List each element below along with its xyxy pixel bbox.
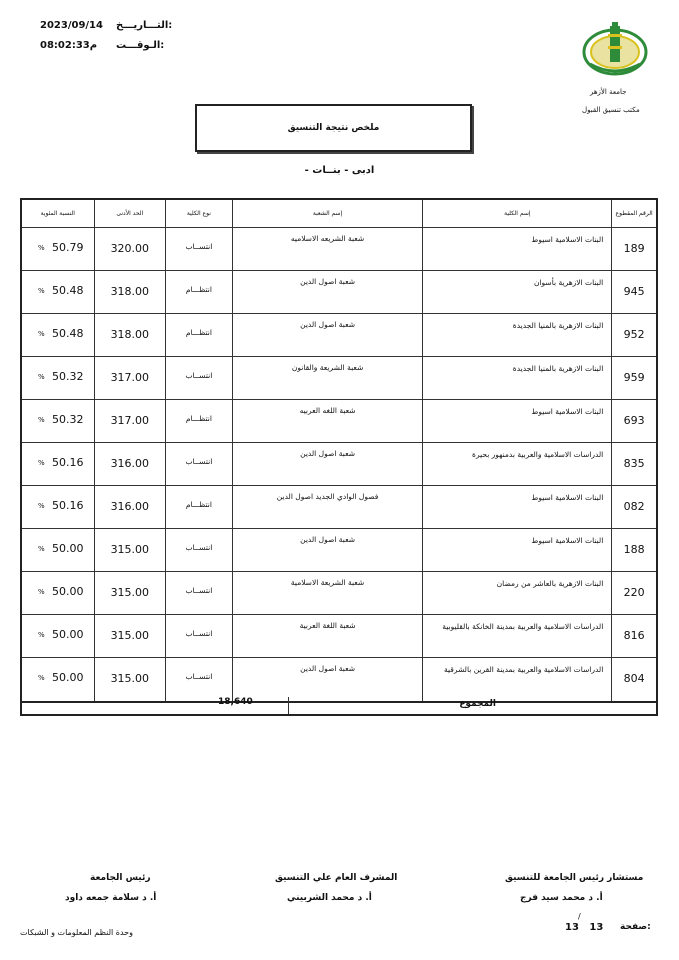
type-cell [165,443,232,485]
date-label: التـــاريـــخ: [116,20,173,31]
code-cell [611,443,656,485]
min-score-text: 317.00 [110,414,150,427]
percent-sign: % [38,330,45,338]
min-score-text: 318.00 [110,285,150,298]
percentage-cell [22,615,94,657]
table-row [22,357,656,400]
type-text: انتســاب [185,629,213,638]
time-label: الـوقـــت: [116,40,165,51]
division-cell [232,228,423,270]
division-text: شعبة الشريعة الاسلامية [290,578,365,587]
time-value: 08:02:33م [40,40,98,51]
code-text: 804 [623,672,645,685]
percent-sign: % [38,459,45,467]
min-score-cell [94,486,166,528]
division-cell [232,615,423,657]
division-text: شعبة اصول الدين [300,664,355,673]
code-cell [611,400,656,442]
type-text: انتســاب [185,457,213,466]
code-cell [611,271,656,313]
percentage-cell [22,572,94,614]
faculty-text: البنات الاسلامية اسيوط [531,493,604,502]
logo-university-name: جامعة الأزهر [590,88,627,96]
percentage-cell [22,271,94,313]
table-row [22,529,656,572]
percent-sign: % [38,674,45,682]
min-score-cell [94,357,166,399]
min-score-text: 318.00 [110,328,150,341]
percentage-cell [22,357,94,399]
percent-sign: % [38,287,45,295]
type-cell [165,400,232,442]
min-score-text: 316.00 [110,457,150,470]
min-score-cell [94,443,166,485]
min-score-cell [94,658,166,701]
code-text: 835 [623,457,645,470]
faculty-cell [422,529,611,571]
faculty-text: البنات الازهرية بأسوان [533,278,604,287]
percentage-cell [22,400,94,442]
division-cell [232,658,423,701]
total-divider [288,697,289,714]
page-number [565,922,603,933]
page-label: صفحة: [620,922,651,932]
percentage-cell [22,529,94,571]
table-row [22,400,656,443]
division-text: فصول الوادي الجديد اصول الدين [276,492,379,501]
footer-unit: وحدة النظم المعلومات و الشبكات [20,928,133,937]
faculty-text: البنات الازهرية بالعاشر من رمضان [496,579,604,588]
percentage-text: 50.16 [52,499,84,512]
faculty-cell [422,400,611,442]
percent-sign: % [38,588,45,596]
date-row [40,20,172,31]
division-cell [232,572,423,614]
min-score-cell [94,615,166,657]
header-type: نوع الكلية [165,200,232,227]
type-text: انتســاب [185,672,213,681]
division-text: شعبة الشريعه الاسلاميه [290,234,365,243]
percentage-cell [22,658,94,701]
table-header [22,200,656,228]
type-text: انتســاب [185,242,213,251]
code-text: 945 [623,285,645,298]
faculty-cell [422,271,611,313]
percent-sign: % [38,545,45,553]
faculty-cell [422,314,611,356]
faculty-text: الدراسات الاسلامية والعربية بدمنهور بحيرة [472,450,604,459]
code-text: 189 [623,242,645,255]
min-score-text: 317.00 [110,371,150,384]
signature-name-president: أ. د سلامة جمعه داود [65,893,157,903]
page-slash: / [578,912,581,921]
division-text: شعبة اصول الدين [300,449,355,458]
code-cell [611,615,656,657]
signature-title-general-supervisor: المشرف العام علي التنسيق [275,873,398,883]
percentage-text: 50.00 [52,585,84,598]
type-text: انتظـــام [185,500,212,509]
table-row [22,486,656,529]
type-text: انتســاب [185,371,213,380]
min-score-text: 316.00 [110,500,150,513]
type-text: انتظـــام [185,328,212,337]
division-cell [232,486,423,528]
type-cell [165,271,232,313]
type-cell [165,529,232,571]
logo-office-name: مكتب تنسيق القبول [582,106,640,114]
percent-sign: % [38,373,45,381]
code-text: 693 [623,414,645,427]
type-cell [165,357,232,399]
percentage-text: 50.48 [52,284,84,297]
type-cell [165,572,232,614]
report-subtitle: - ادبى - بنــات [304,165,375,176]
percent-sign: % [38,416,45,424]
type-text: انتظـــام [185,285,212,294]
min-score-cell [94,314,166,356]
min-score-cell [94,228,166,270]
percentage-text: 50.79 [52,241,84,254]
faculty-cell [422,228,611,270]
type-cell [165,486,232,528]
percentage-text: 50.32 [52,370,84,383]
min-score-cell [94,572,166,614]
signature-name-coordination-advisor: أ. د محمد سيد فرج [520,893,603,903]
faculty-text: الدراسات الاسلامية والعربية بمدينة الخانكة بالقليوبية [442,622,604,631]
percentage-cell [22,443,94,485]
header-code: الرقم المقطوع [611,200,656,227]
division-cell [232,357,423,399]
min-score-text: 315.00 [110,629,150,642]
page-total: 13 [565,922,579,933]
percentage-text: 50.00 [52,671,84,684]
min-score-cell [94,529,166,571]
code-cell [611,486,656,528]
percentage-text: 50.00 [52,542,84,555]
code-text: 959 [623,371,645,384]
faculty-cell [422,572,611,614]
percent-sign: % [38,244,45,252]
division-cell [232,271,423,313]
code-text: 952 [623,328,645,341]
header-min-score: الحد الأدنى [94,200,166,227]
total-row [20,697,658,716]
faculty-text: البنات الاسلامية اسيوط [531,407,604,416]
division-text: شعبة الشريعة والقانون [291,363,364,372]
faculty-text: البنات الاسلامية اسيوط [531,536,604,545]
percentage-cell [22,314,94,356]
table-row [22,228,656,271]
header-division: إسم الشعبة [232,200,423,227]
division-text: شعبة اللغه العربيه [299,406,356,415]
percent-sign: % [38,631,45,639]
faculty-cell [422,357,611,399]
faculty-text: البنات الازهرية بالمنيا الجديدة [512,364,604,373]
header-faculty: إسم الكلية [422,200,611,227]
type-cell [165,658,232,701]
percentage-text: 50.32 [52,413,84,426]
percent-sign: % [38,502,45,510]
page-current: 13 [589,922,604,933]
division-text: شعبة اصول الدين [300,277,355,286]
division-cell [232,529,423,571]
percentage-text: 50.16 [52,456,84,469]
type-cell [165,228,232,270]
header-percentage: النسبة المئوية [40,210,75,217]
signature-title-coordination-advisor: مستشار رئيس الجامعة للتنسيق [505,873,644,883]
signature-name-general-supervisor: أ. د محمد الشربيني [287,893,372,903]
min-score-text: 315.00 [110,586,150,599]
division-cell [232,400,423,442]
report-title-text: ملخص نتيجة التنسيق [287,123,380,133]
type-text: انتســاب [185,543,213,552]
code-cell [611,572,656,614]
code-cell [611,228,656,270]
code-cell [611,357,656,399]
code-cell [611,314,656,356]
time-row [40,40,164,51]
date-value: 2023/09/14 [40,20,103,31]
table-row [22,658,656,701]
table-row [22,572,656,615]
faculty-text: البنات الاسلامية اسيوط [531,235,604,244]
faculty-cell [422,658,611,701]
code-text: 188 [623,543,645,556]
division-text: شعبة اصول الدين [300,535,355,544]
report-title [195,104,472,152]
type-text: انتظـــام [185,414,212,423]
division-cell [232,314,423,356]
code-cell [611,658,656,701]
percentage-text: 50.48 [52,327,84,340]
faculty-cell [422,615,611,657]
results-table [20,198,658,703]
percentage-cell [22,228,94,270]
division-cell [232,443,423,485]
percentage-cell [22,486,94,528]
total-value: 18,640 [218,697,253,707]
table-row [22,271,656,314]
table-row [22,443,656,486]
min-score-text: 315.00 [110,543,150,556]
faculty-text: البنات الازهرية بالمنيا الجديدة [512,321,604,330]
code-text: 816 [623,629,645,642]
min-score-cell [94,271,166,313]
division-text: شعبة اصول الدين [300,320,355,329]
azhar-logo-icon [580,20,650,80]
code-text: 082 [623,500,645,513]
total-label: المجموع [459,699,496,709]
faculty-cell [422,486,611,528]
division-text: شعبة اللغة العربية [299,621,356,630]
percentage-text: 50.00 [52,628,84,641]
table-row [22,615,656,658]
min-score-cell [94,400,166,442]
min-score-text: 315.00 [110,672,150,685]
min-score-text: 320.00 [110,242,150,255]
type-text: انتســاب [185,586,213,595]
code-cell [611,529,656,571]
type-cell [165,615,232,657]
faculty-text: الدراسات الاسلامية والعربية بمدينة القرين بالشرقية [443,665,604,674]
type-cell [165,314,232,356]
table-row [22,314,656,357]
faculty-cell [422,443,611,485]
signature-title-president: رئيس الجامعة [90,873,151,883]
code-text: 220 [623,586,645,599]
